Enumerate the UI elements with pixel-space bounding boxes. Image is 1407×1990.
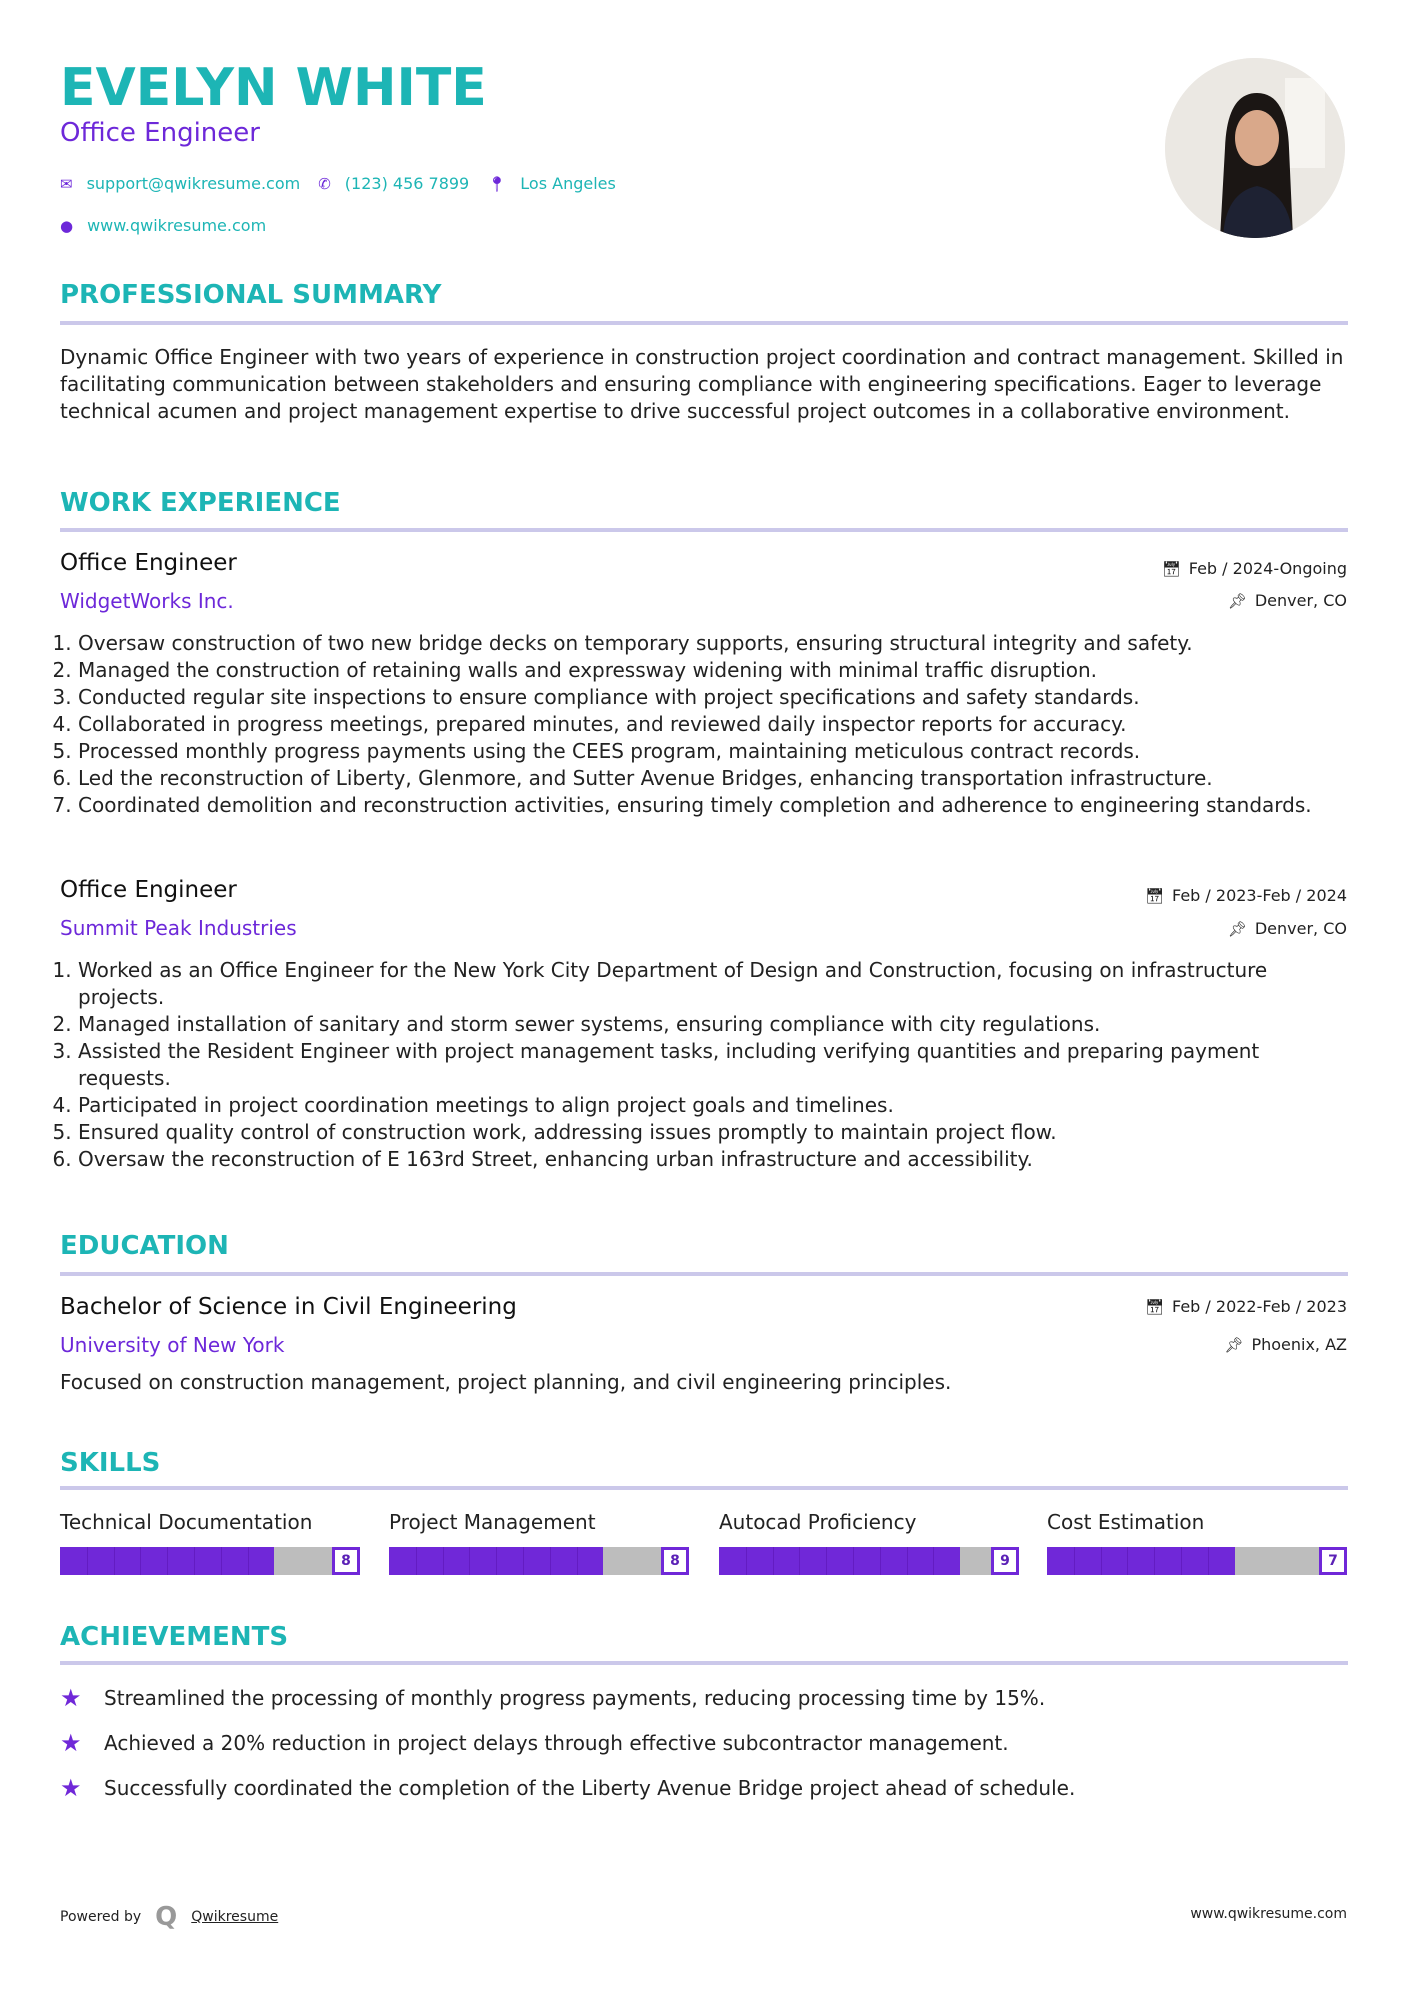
bar-segment <box>443 1547 444 1575</box>
skill-name: Autocad Proficiency <box>719 1510 917 1534</box>
list-item: 5. Processed monthly progress payments using the CEES program, maintaining meticulous contract records. <box>78 738 1348 765</box>
skill-item <box>1047 1510 1347 1575</box>
bar-segment <box>469 1547 470 1575</box>
school: University of New York <box>60 1333 285 1357</box>
skill-name: Project Management <box>389 1510 596 1534</box>
bar-segment <box>248 1547 249 1575</box>
candidate-role: Office Engineer <box>60 118 260 148</box>
bar-segment <box>746 1547 747 1575</box>
location-text: Los Angeles <box>520 174 616 193</box>
globe-icon: ● <box>60 216 74 235</box>
star-icon: ★ <box>60 1774 82 1802</box>
education-dates-text: Feb / 2022-Feb / 2023 <box>1172 1297 1347 1316</box>
divider <box>60 1272 1348 1276</box>
section-title-experience: WORK EXPERIENCE <box>60 488 341 518</box>
calendar-icon: 📅︎ <box>1144 1298 1164 1316</box>
phone-icon: ✆ <box>318 174 331 193</box>
degree: Bachelor of Science in Civil Engineering <box>60 1294 517 1320</box>
job-company: Summit Peak Industries <box>60 916 297 940</box>
bar-segment <box>1074 1547 1075 1575</box>
bar-segment <box>826 1547 827 1575</box>
skill-bar <box>60 1547 360 1575</box>
achievement-item <box>60 1774 1075 1802</box>
bar-segment <box>799 1547 800 1575</box>
envelope-icon: ✉ <box>60 174 73 193</box>
skill-score: 8 <box>661 1547 689 1575</box>
candidate-name: EVELYN WHITE <box>60 58 487 118</box>
list-item: 3. Assisted the Resident Engineer with project management tasks, including verifying quantities and preparing payment requests. <box>78 1038 1348 1092</box>
job-dates <box>1162 559 1347 578</box>
bar-segment <box>87 1547 88 1575</box>
qwikresume-logo-icon: Q <box>155 1902 178 1932</box>
job-bullets <box>52 630 1348 819</box>
bar-segment <box>853 1547 854 1575</box>
job-company: WidgetWorks Inc. <box>60 589 234 613</box>
list-item: 2. Managed the construction of retaining walls and expressway widening with minimal traffic disruption. <box>78 657 1348 684</box>
job-title: Office Engineer <box>60 877 237 903</box>
job-dates-text: Feb / 2024-Ongoing <box>1188 559 1347 578</box>
job-dates-text: Feb / 2023-Feb / 2024 <box>1172 886 1347 905</box>
footer-website[interactable]: www.qwikresume.com <box>1190 1906 1347 1922</box>
education-dates <box>1145 1297 1347 1316</box>
job-location <box>1228 919 1347 938</box>
pushpin-icon: 📌︎ <box>1224 1336 1244 1354</box>
star-icon: ★ <box>60 1684 82 1712</box>
skill-item <box>60 1510 360 1575</box>
website-row <box>60 216 284 235</box>
achievement-text: Successfully coordinated the completion of the Liberty Avenue Bridge project ahead of schedule. <box>104 1776 1076 1800</box>
bar-segment <box>933 1547 934 1575</box>
map-pin-icon: 📍︎ <box>487 174 507 193</box>
bar-segment <box>1127 1547 1128 1575</box>
profile-photo <box>1165 58 1345 238</box>
brand-link[interactable]: Qwikresume <box>191 1909 279 1925</box>
calendar-icon: 📅︎ <box>1144 887 1164 905</box>
bar-segment <box>496 1547 497 1575</box>
achievement-text: Streamlined the processing of monthly progress payments, reducing processing time by 15%. <box>104 1686 1046 1710</box>
divider <box>60 528 1348 532</box>
pushpin-icon: 📌︎ <box>1227 920 1247 938</box>
bar-segment <box>1154 1547 1155 1575</box>
skill-bar <box>1047 1547 1347 1575</box>
section-title-education: EDUCATION <box>60 1231 229 1261</box>
skill-item <box>389 1510 689 1575</box>
website-link[interactable]: www.qwikresume.com <box>87 216 267 235</box>
bar-segment <box>907 1547 908 1575</box>
list-item: 4. Collaborated in progress meetings, prepared minutes, and reviewed daily inspector reports for accuracy. <box>78 711 1348 738</box>
list-item: 7. Coordinated demolition and reconstruction activities, ensuring timely completion and adherence to engineering standards. <box>78 792 1348 819</box>
divider <box>60 1661 1348 1665</box>
star-icon: ★ <box>60 1729 82 1757</box>
list-item: 4. Participated in project coordination meetings to align project goals and timelines. <box>78 1092 1348 1119</box>
list-item: 6. Led the reconstruction of Liberty, Glenmore, and Sutter Avenue Bridges, enhancing transportation infrastructure. <box>78 765 1348 792</box>
bar-segment <box>773 1547 774 1575</box>
bar-segment <box>221 1547 222 1575</box>
bar-segment <box>1101 1547 1102 1575</box>
list-item: 1. Worked as an Office Engineer for the New York City Department of Design and Construction, focusing on infrastructure projects. <box>78 957 1348 1011</box>
skill-bar <box>389 1547 689 1575</box>
bar-segment <box>523 1547 524 1575</box>
section-title-achievements: ACHIEVEMENTS <box>60 1622 289 1652</box>
section-title-skills: SKILLS <box>60 1448 161 1478</box>
list-item: 2. Managed installation of sanitary and storm sewer systems, ensuring compliance with city regulations. <box>78 1011 1348 1038</box>
list-item: 6. Oversaw the reconstruction of E 163rd Street, enhancing urban infrastructure and accessibility. <box>78 1146 1348 1173</box>
achievement-item <box>60 1729 1009 1757</box>
pushpin-icon: 📌︎ <box>1227 592 1247 610</box>
achievement-item <box>60 1684 1045 1712</box>
bar-segment <box>140 1547 141 1575</box>
skill-bar <box>719 1547 1019 1575</box>
email-link[interactable]: support@qwikresume.com <box>86 174 301 193</box>
education-location-text: Phoenix, AZ <box>1251 1335 1347 1354</box>
bar-segment <box>416 1547 417 1575</box>
calendar-icon: 📅︎ <box>1161 560 1181 578</box>
phone-text: (123) 456 7899 <box>344 174 470 193</box>
skill-score: 8 <box>332 1547 360 1575</box>
divider <box>60 1486 1348 1490</box>
footer-powered-by <box>60 1902 278 1932</box>
education-location <box>1224 1335 1347 1354</box>
job-location <box>1228 591 1347 610</box>
bar-segment <box>1208 1547 1209 1575</box>
skill-item <box>719 1510 1019 1575</box>
powered-by-text: Powered by <box>60 1909 142 1925</box>
section-title-summary: PROFESSIONAL SUMMARY <box>60 280 442 310</box>
job-title: Office Engineer <box>60 550 237 576</box>
list-item: 1. Oversaw construction of two new bridge decks on temporary supports, ensuring structural integrity and safety. <box>78 630 1348 657</box>
achievement-text: Achieved a 20% reduction in project delays through effective subcontractor management. <box>104 1731 1009 1755</box>
summary-text: Dynamic Office Engineer with two years of experience in construction project coordination and contract management. Skilled in facilitating communication between stakeholders and ensuring compliance with engineering specifications. Eager to leverage technical acumen and project management expertise to drive successful project outcomes in a collaborative environment. <box>60 345 1344 423</box>
bar-segment <box>577 1547 578 1575</box>
skill-score: 9 <box>991 1547 1019 1575</box>
job-bullets <box>52 957 1348 1173</box>
skill-score: 7 <box>1319 1547 1347 1575</box>
skill-bar-fill <box>1047 1547 1235 1575</box>
bar-segment <box>114 1547 115 1575</box>
job-location-text: Denver, CO <box>1254 591 1347 610</box>
divider <box>60 321 1348 325</box>
bar-segment <box>550 1547 551 1575</box>
skill-name: Technical Documentation <box>60 1510 313 1534</box>
education-description: Focused on construction management, project planning, and civil engineering principles. <box>60 1370 952 1394</box>
list-item: 5. Ensured quality control of construction work, addressing issues promptly to maintain project flow. <box>78 1119 1348 1146</box>
job-dates <box>1145 886 1347 905</box>
skill-name: Cost Estimation <box>1047 1510 1205 1534</box>
job-location-text: Denver, CO <box>1254 919 1347 938</box>
contact-row <box>60 174 634 193</box>
bar-segment <box>880 1547 881 1575</box>
list-item: 3. Conducted regular site inspections to ensure compliance with project specifications and safety standards. <box>78 684 1348 711</box>
skill-bar-fill <box>719 1547 960 1575</box>
bar-segment <box>167 1547 168 1575</box>
bar-segment <box>1181 1547 1182 1575</box>
bar-segment <box>194 1547 195 1575</box>
